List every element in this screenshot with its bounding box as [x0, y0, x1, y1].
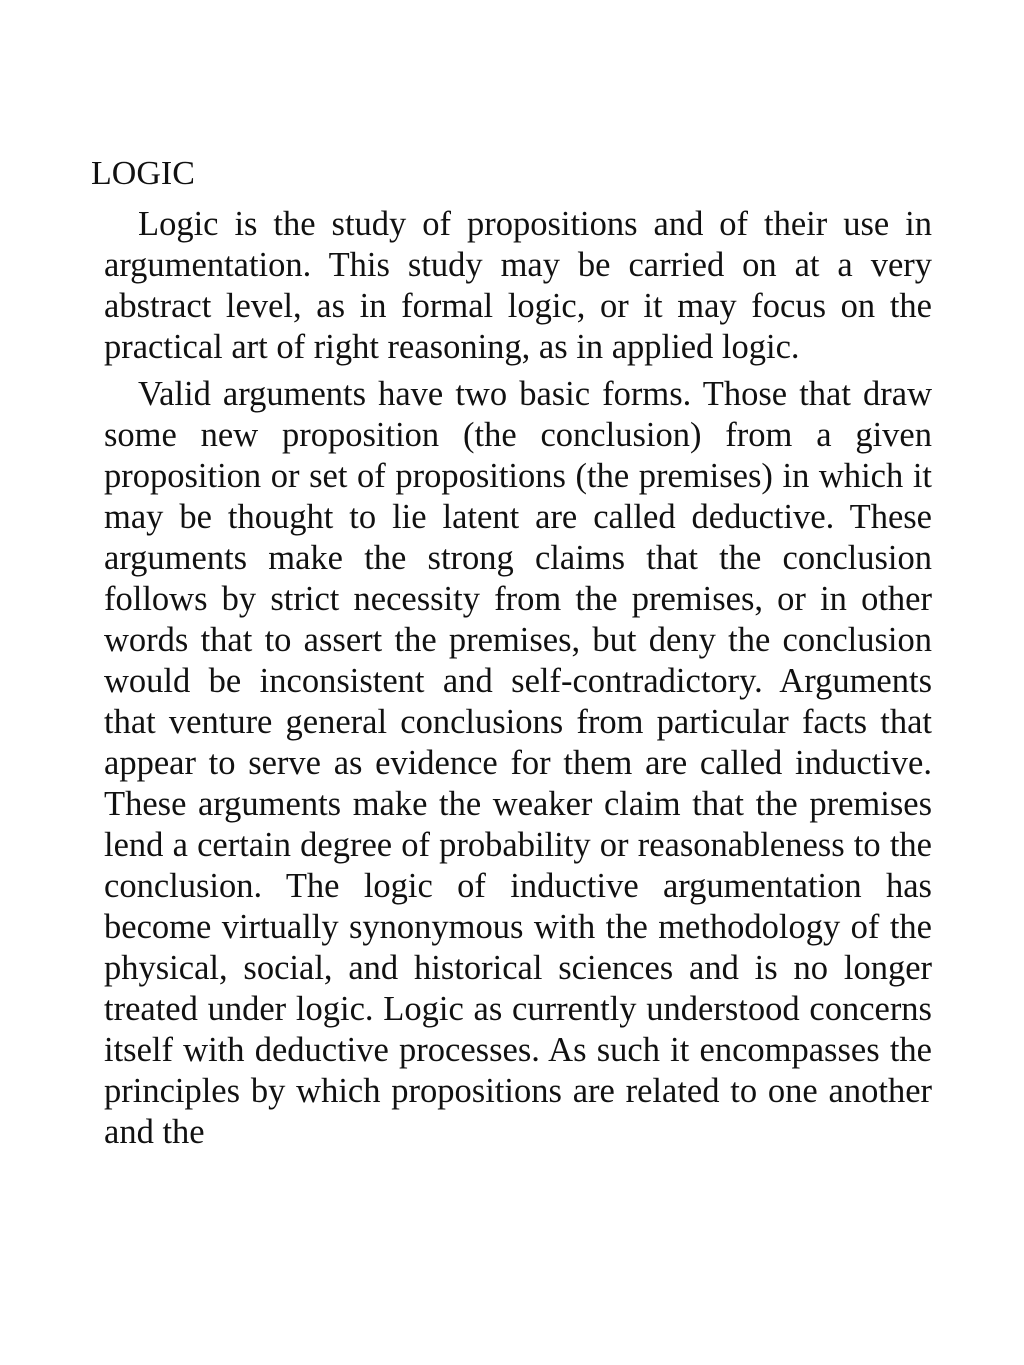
- document-body: [104, 204, 932, 1159]
- document-heading: LOGIC: [91, 155, 195, 192]
- paragraph-valid-arguments: Valid arguments have two basic forms. Those that draw some new proposition (the conclusion) from a given proposition or set of propositions (the premises) in which it may be thought to lie latent are called deductive. These arguments make the strong claims that the conclusion follows by strict necessity from the premises, or in other words that to assert the premises, but deny the conclusion would be inconsistent and self-contradictory. Arguments that venture general conclusions from particular facts that appear to serve as evidence for them are called inductive. These arguments make the weaker claim that the premises lend a certain degree of probability or reasonableness to the conclusion. The logic of inductive argumentation has become virtually synonymous with the methodology of the physical, social, and historical sciences and is no longer treated under logic. Logic as currently understood concerns itself with deductive processes. As such it encompasses the principles by which propositions are related to one another and the: [104, 375, 932, 1151]
- paragraph-intro: Logic is the study of propositions and of their use in argumentation. This study may be carried on at a very abstract level, as in formal logic, or it may focus on the practical art of right reasoning, as in applied logic.: [104, 205, 932, 366]
